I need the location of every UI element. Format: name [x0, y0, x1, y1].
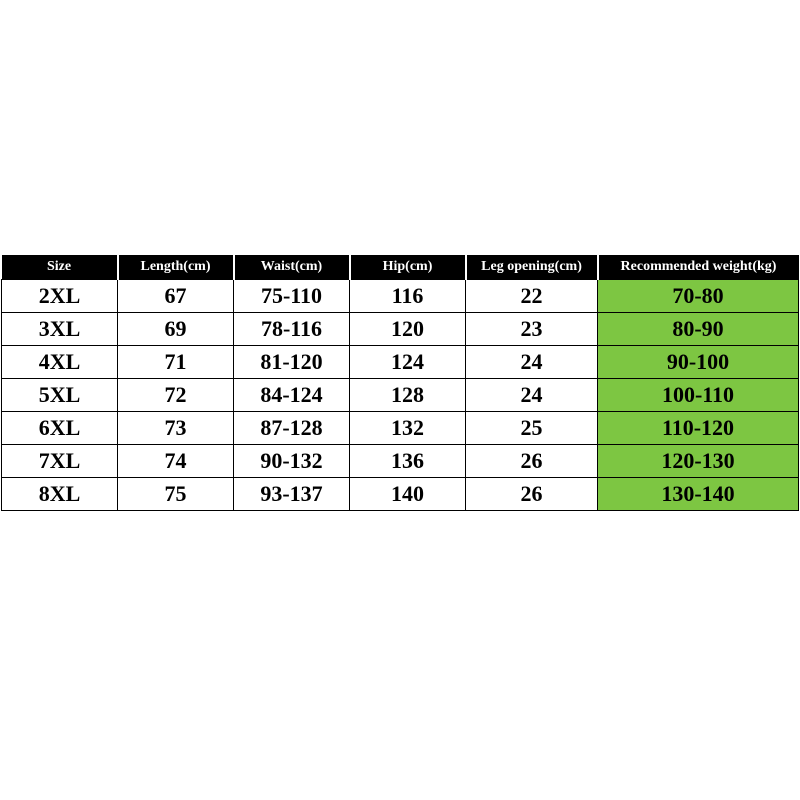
leg-opening-cell: 26	[466, 445, 598, 478]
weight-cell: 130-140	[598, 478, 799, 511]
table-row	[2, 478, 799, 511]
table-row	[2, 313, 799, 346]
header-row	[2, 255, 799, 280]
leg-opening-cell: 22	[466, 280, 598, 313]
header-hip: Hip(cm)	[350, 255, 466, 280]
header-recommended-weight: Recommended weight(kg)	[598, 255, 799, 280]
leg-opening-cell: 25	[466, 412, 598, 445]
weight-cell: 70-80	[598, 280, 799, 313]
waist-cell: 84-124	[234, 379, 350, 412]
leg-opening-cell: 24	[466, 346, 598, 379]
hip-cell: 132	[350, 412, 466, 445]
header-size: Size	[2, 255, 118, 280]
hip-cell: 120	[350, 313, 466, 346]
header-waist: Waist(cm)	[234, 255, 350, 280]
weight-cell: 120-130	[598, 445, 799, 478]
weight-cell: 100-110	[598, 379, 799, 412]
waist-cell: 81-120	[234, 346, 350, 379]
size-cell: 4XL	[2, 346, 118, 379]
size-cell: 6XL	[2, 412, 118, 445]
length-cell: 73	[118, 412, 234, 445]
length-cell: 67	[118, 280, 234, 313]
waist-cell: 75-110	[234, 280, 350, 313]
table-row	[2, 280, 799, 313]
length-cell: 71	[118, 346, 234, 379]
leg-opening-cell: 26	[466, 478, 598, 511]
weight-cell: 90-100	[598, 346, 799, 379]
table-body	[2, 280, 799, 511]
header-leg-opening: Leg opening(cm)	[466, 255, 598, 280]
hip-cell: 124	[350, 346, 466, 379]
waist-cell: 87-128	[234, 412, 350, 445]
leg-opening-cell: 24	[466, 379, 598, 412]
length-cell: 72	[118, 379, 234, 412]
waist-cell: 90-132	[234, 445, 350, 478]
size-chart-table	[1, 255, 799, 511]
size-cell: 5XL	[2, 379, 118, 412]
length-cell: 75	[118, 478, 234, 511]
table-row	[2, 412, 799, 445]
table-row	[2, 445, 799, 478]
size-cell: 8XL	[2, 478, 118, 511]
header-length: Length(cm)	[118, 255, 234, 280]
waist-cell: 78-116	[234, 313, 350, 346]
table-row	[2, 379, 799, 412]
hip-cell: 136	[350, 445, 466, 478]
table-header	[2, 255, 799, 280]
waist-cell: 93-137	[234, 478, 350, 511]
hip-cell: 116	[350, 280, 466, 313]
table-row	[2, 346, 799, 379]
size-cell: 2XL	[2, 280, 118, 313]
weight-cell: 110-120	[598, 412, 799, 445]
length-cell: 69	[118, 313, 234, 346]
weight-cell: 80-90	[598, 313, 799, 346]
hip-cell: 128	[350, 379, 466, 412]
hip-cell: 140	[350, 478, 466, 511]
size-cell: 7XL	[2, 445, 118, 478]
length-cell: 74	[118, 445, 234, 478]
size-cell: 3XL	[2, 313, 118, 346]
leg-opening-cell: 23	[466, 313, 598, 346]
